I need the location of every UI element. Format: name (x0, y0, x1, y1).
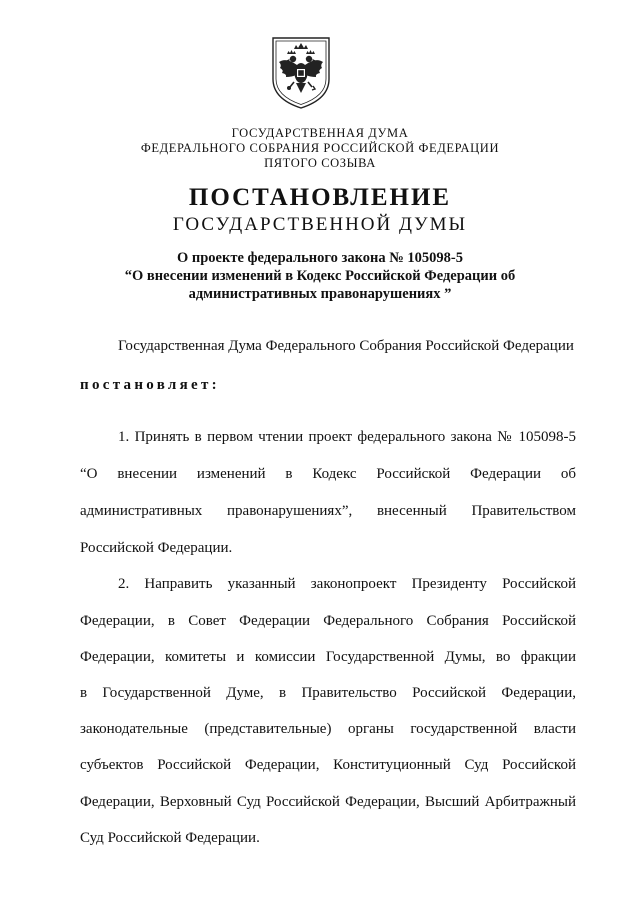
document-subtitle: ГОСУДАРСТВЕННОЙ ДУМЫ (172, 214, 468, 235)
preamble-text: Государственная Дума Федерального Собрания Российской Федерации (118, 338, 574, 354)
point-1-line-3: административных правонарушениях”, внесенный Правительством (80, 503, 576, 519)
state-emblem-icon (270, 35, 332, 111)
document-title: ПОСТАНОВЛЕНИЕ (188, 184, 452, 211)
point-1-line-1: 1. Принять в первом чтении проект федерального закона № 105098-5 (118, 429, 576, 445)
point-2-line-4: в Государственной Думе, в Правительство Российской Федерации, (80, 685, 576, 701)
point-1-line-4: Российской Федерации. (80, 540, 233, 556)
subject-line-2: “О внесении изменений в Кодекс Российской Федерации об (124, 268, 516, 284)
point-1-line-2: “О внесении изменений в Кодекс Российской Федерации об (80, 466, 576, 482)
convocation-line: ПЯТОГО СОЗЫВА (264, 156, 376, 170)
decree-word: постановляет: (80, 377, 220, 393)
org-name-line-1: ГОСУДАРСТВЕННАЯ ДУМА (231, 126, 409, 140)
subject-line-1: О проекте федерального закона № 105098-5 (176, 250, 464, 266)
point-2-line-5: законодательные (представительные) органы государственной власти (80, 721, 576, 737)
point-2-line-8: Суд Российской Федерации. (80, 830, 260, 846)
point-2-line-6: субъектов Российской Федерации, Конституционный Суд Российской (80, 757, 576, 773)
point-2-line-7: Федерации, Верховный Суд Российской Федерации, Высший Арбитражный (80, 794, 576, 810)
point-2-line-2: Федерации, в Совет Федерации Федерального Собрания Российской (80, 613, 576, 629)
org-name-line-2: ФЕДЕРАЛЬНОГО СОБРАНИЯ РОССИЙСКОЙ ФЕДЕРАЦИИ (140, 141, 500, 155)
point-2-line-3: Федерации, комитеты и комиссии Государственной Думы, во фракции (80, 649, 576, 665)
subject-line-3: административных правонарушениях ” (188, 286, 452, 302)
point-2-line-1: 2. Направить указанный законопроект Президенту Российской (118, 576, 576, 592)
